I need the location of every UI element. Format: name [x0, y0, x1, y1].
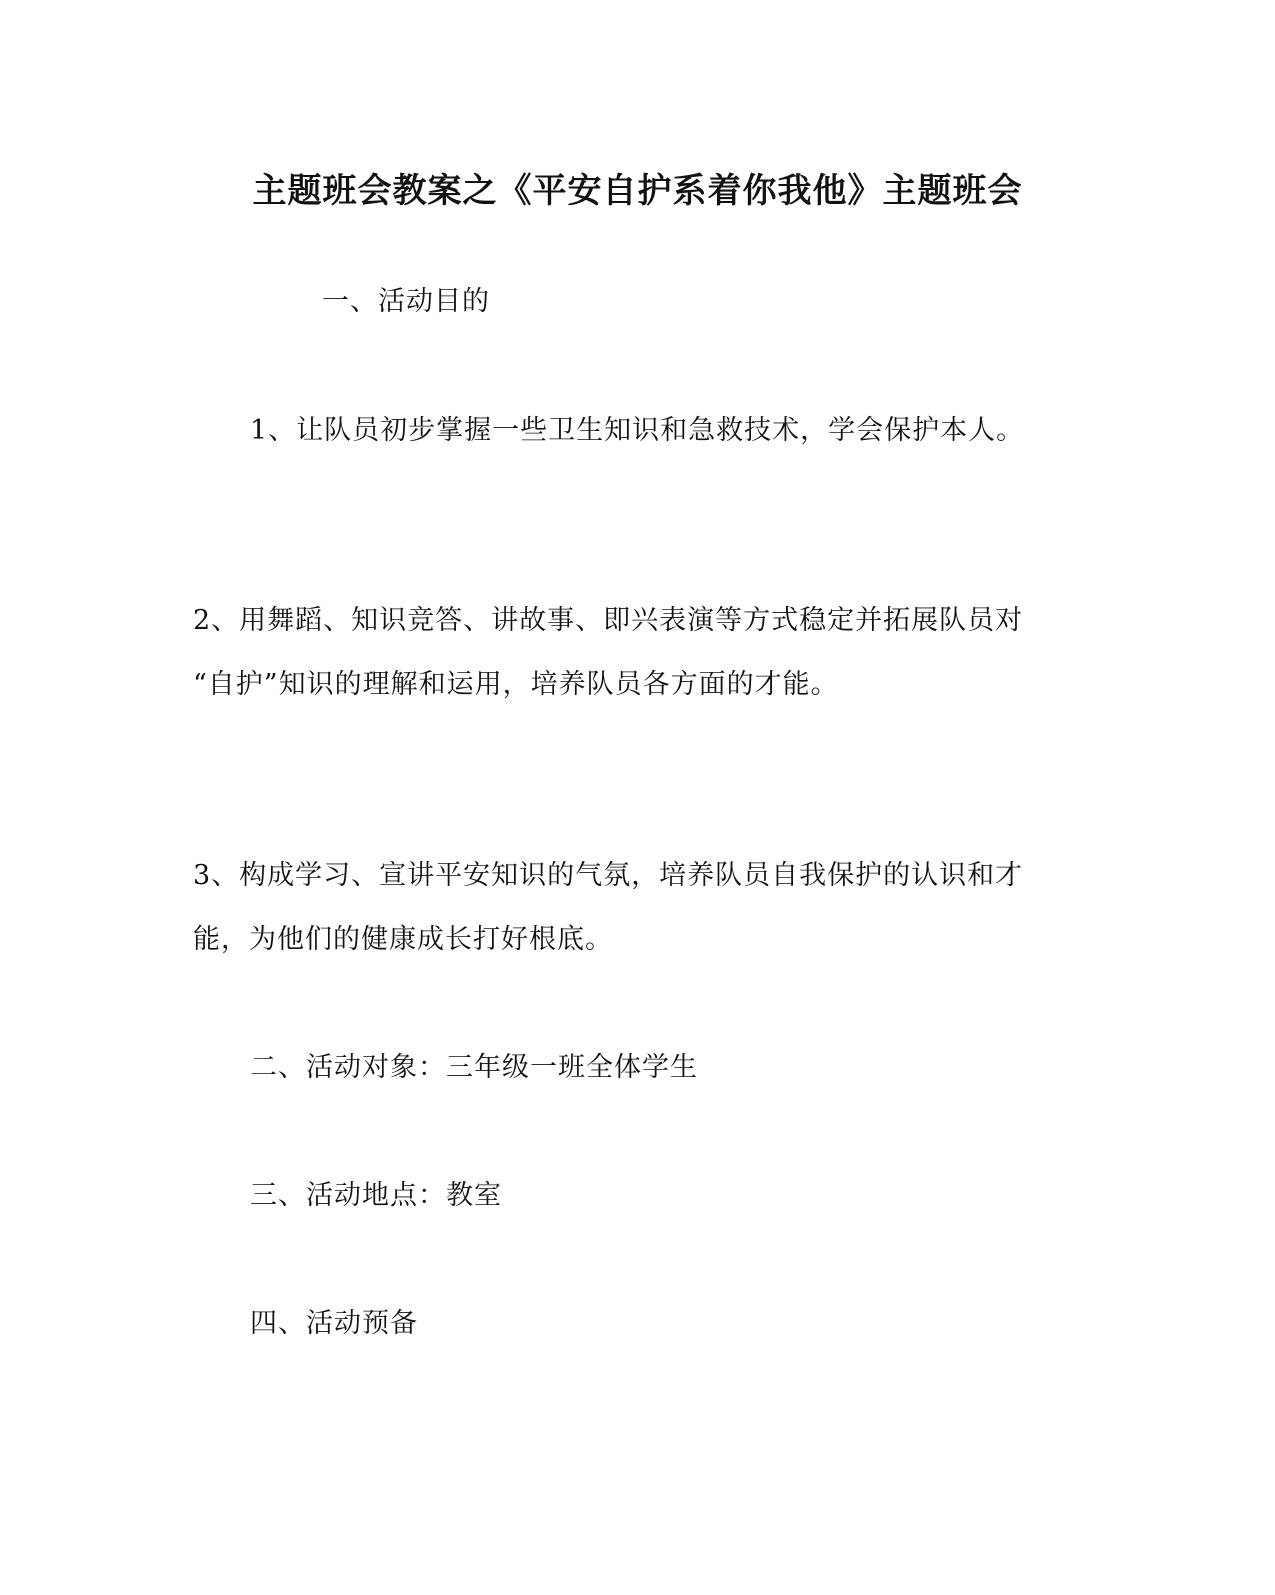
document-title: 主题班会教案之《平安自护系着你我他》主题班会	[252, 171, 1023, 211]
purpose-item-2-line-2: “自护”知识的理解和运用，培养队员各方面的才能。	[193, 669, 839, 700]
purpose-item-1: 1、让队员初步掌握一些卫生知识和急救技术，学会保护本人。	[250, 415, 1025, 446]
section-activity-preparation: 四、活动预备	[250, 1308, 418, 1339]
section-heading-purpose: 一、活动目的	[322, 286, 490, 317]
purpose-item-3-line-1: 3、构成学习、宣讲平安知识的气氛，培养队员自我保护的认识和才	[193, 860, 1024, 891]
purpose-item-2-line-1: 2、用舞蹈、知识竞答、讲故事、即兴表演等方式稳定并拓展队员对	[193, 605, 1024, 636]
purpose-item-3-line-2: 能，为他们的健康成长打好根底。	[193, 924, 613, 955]
section-activity-location: 三、活动地点：教室	[250, 1180, 502, 1211]
section-activity-target: 二、活动对象：三年级一班全体学生	[250, 1052, 698, 1083]
